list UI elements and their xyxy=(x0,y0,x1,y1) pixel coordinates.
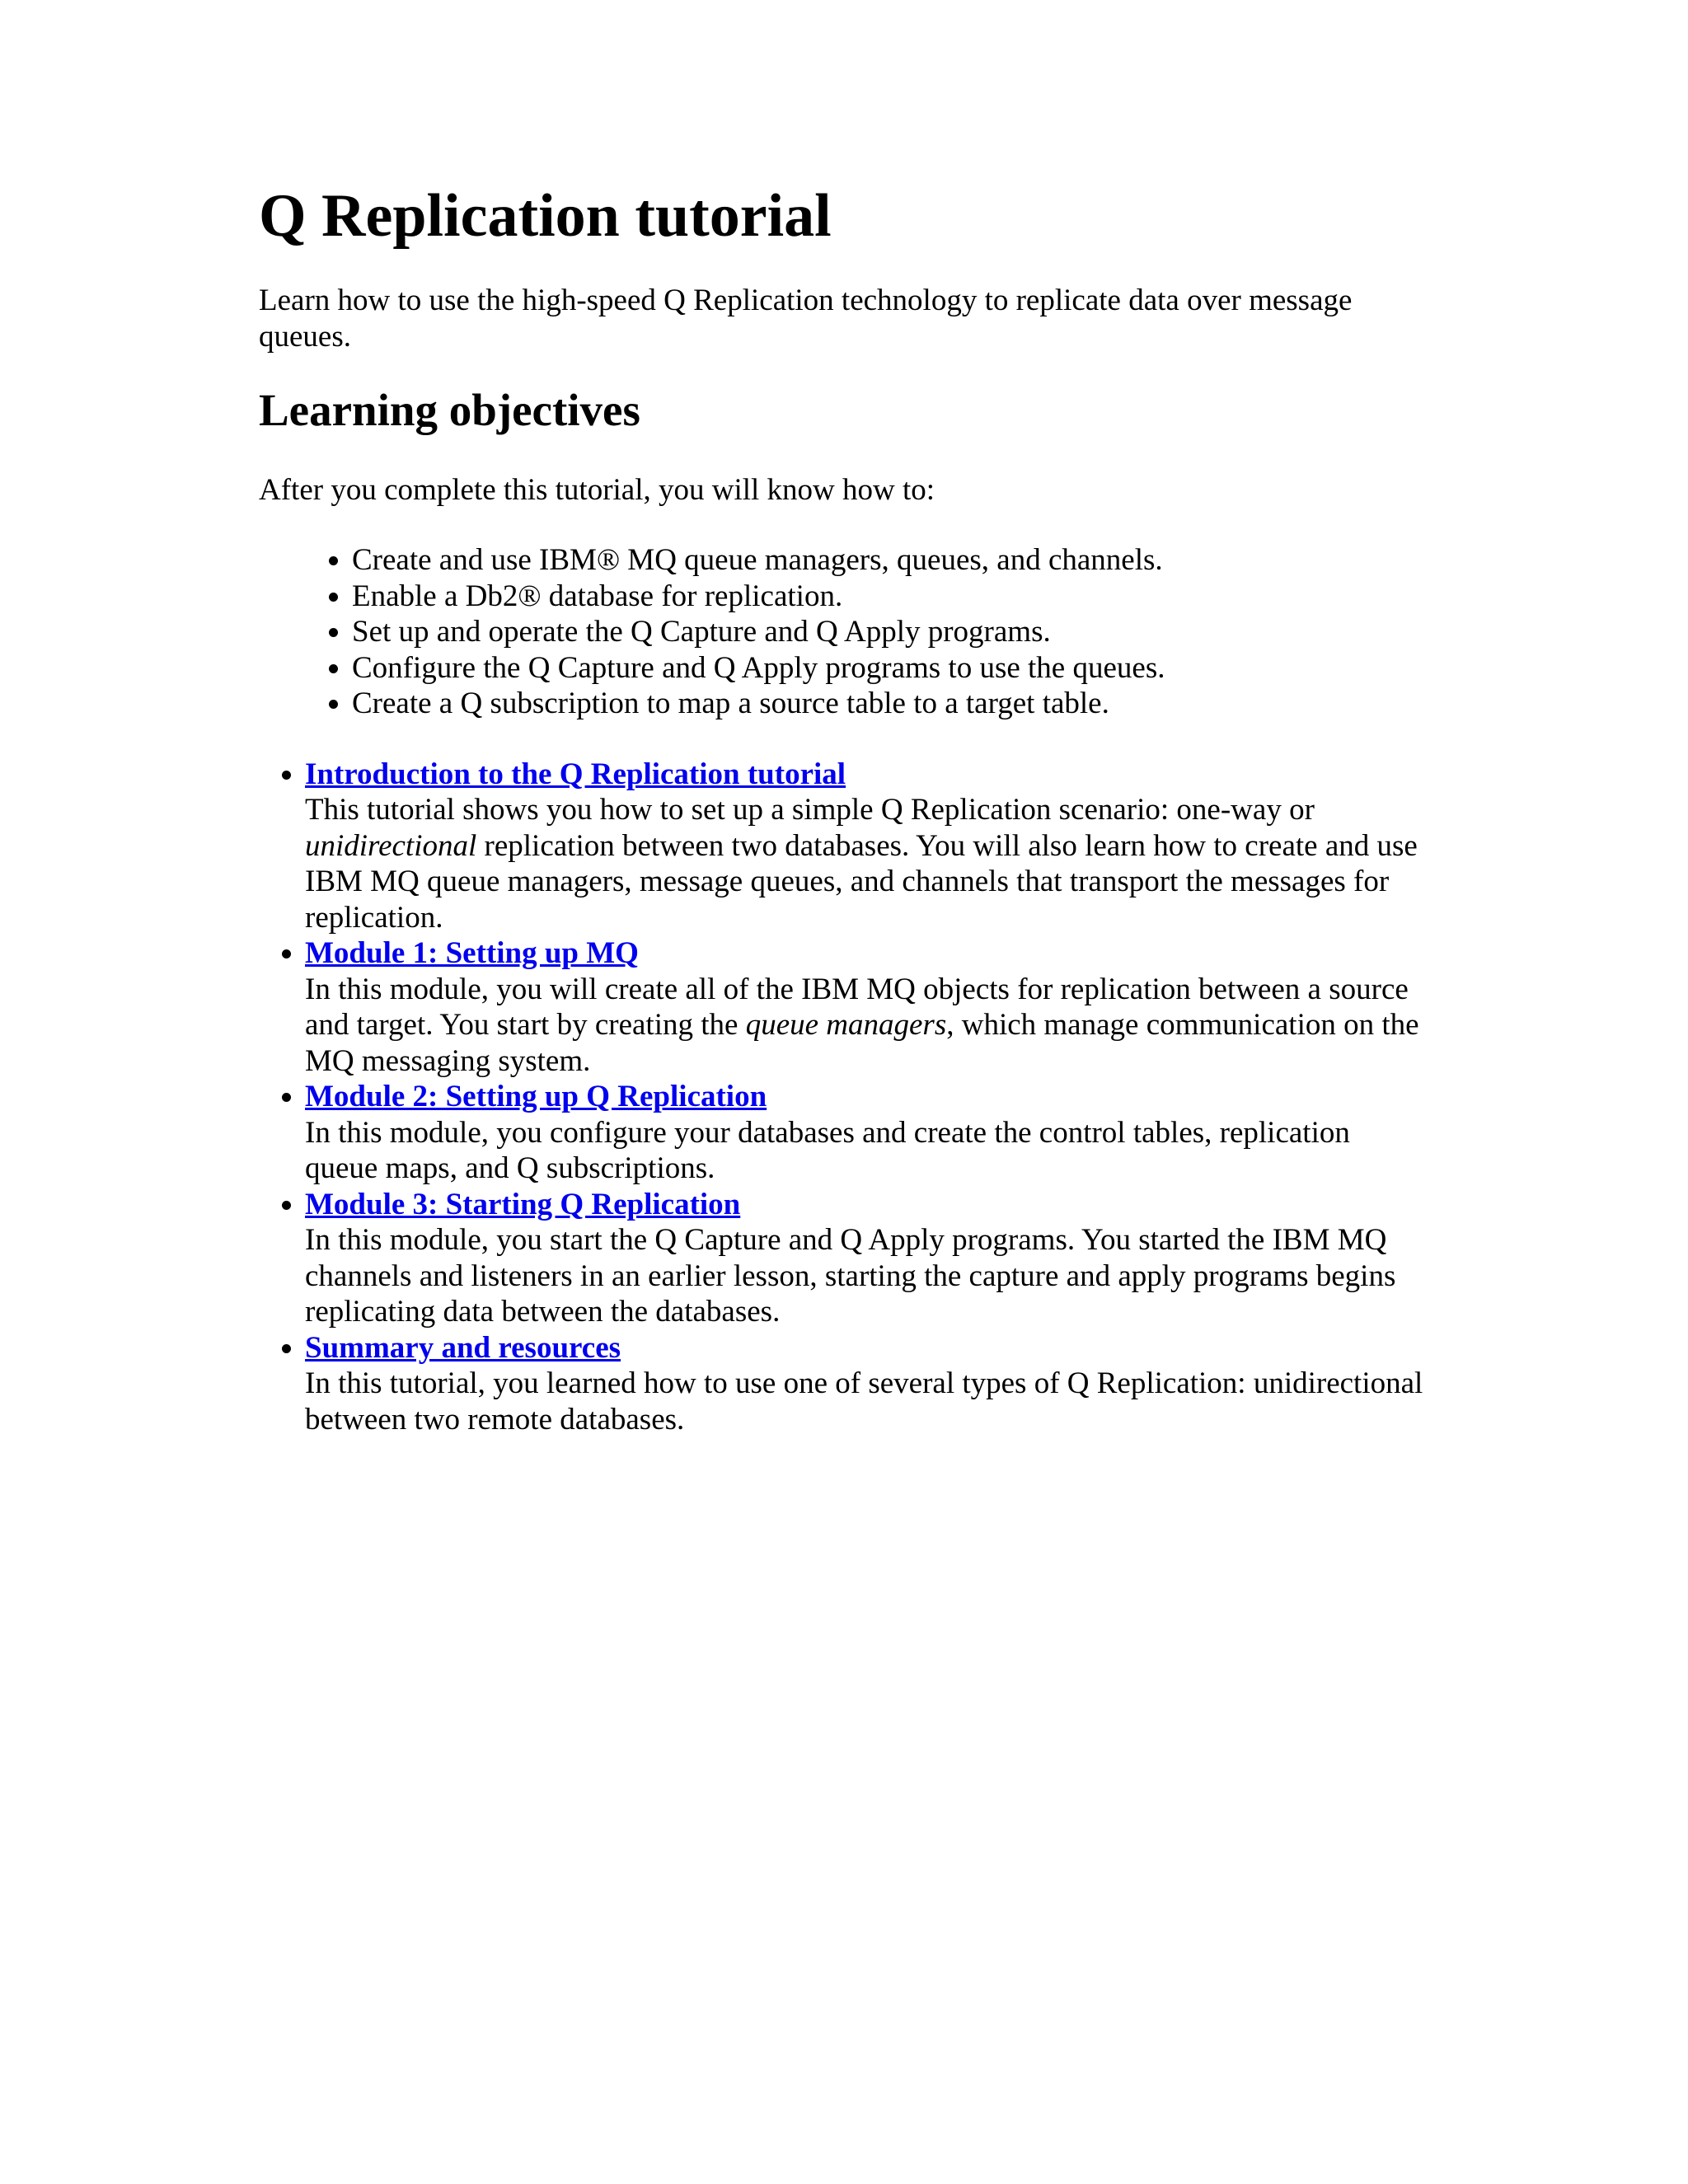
page-title: Q Replication tutorial xyxy=(259,182,832,250)
topic-description-emphasis: queue managers xyxy=(745,1008,947,1043)
topic-link-introduction[interactable]: Introduction to the Q Replication tutorial xyxy=(305,757,846,791)
document-page xyxy=(259,183,1429,1437)
topic-description xyxy=(305,972,1429,1080)
topic-description: In this module, you configure your databases and create the control tables, replication queue maps, and Q subscriptions. xyxy=(305,1115,1350,1186)
topic-description-emphasis: unidirectional xyxy=(305,828,477,863)
objectives-list xyxy=(259,542,1429,722)
objective-item: • Set up and operate the Q Capture and Q Apply programs. xyxy=(352,614,1429,650)
topic-link-summary[interactable]: Summary and resources xyxy=(305,1330,621,1365)
objectives-heading: Learning objectives xyxy=(259,385,640,436)
objective-item: • Create a Q subscription to map a source table to a target table. xyxy=(352,686,1429,722)
topics-list xyxy=(259,757,1429,1438)
topic-description xyxy=(305,792,1429,935)
objective-item: • Configure the Q Capture and Q Apply programs to use the queues. xyxy=(352,650,1429,687)
topic-link-module-1[interactable]: Module 1: Setting up MQ xyxy=(305,936,639,971)
topic-item xyxy=(305,935,1429,1079)
topic-description: In this tutorial, you learned how to use one of several types of Q Replication: unidirectional between two remote databases. xyxy=(305,1366,1423,1436)
objective-item: • Create and use IBM® MQ queue managers, queues, and channels. xyxy=(352,542,1429,579)
topic-description: In this module, you start the Q Capture and Q Apply programs. You started the IBM MQ channels and listeners in an earlier lesson, starting the capture and apply programs begins replicating data between the databases. xyxy=(305,1223,1396,1329)
intro-paragraph: Learn how to use the high-speed Q Replication technology to replicate data over message queues. xyxy=(259,284,1353,354)
topic-description-text: replication between two databases. You will also learn how to create and use IBM MQ queue managers, message queues, and channels that transport the messages for replication. xyxy=(305,828,1418,935)
topic-link-module-2[interactable]: Module 2: Setting up Q Replication xyxy=(305,1080,767,1114)
topic-item xyxy=(305,757,1429,936)
objective-item: • Enable a Db2® database for replication. xyxy=(352,579,1429,615)
topic-description-text: , which manage communication on the MQ messaging system. xyxy=(305,1008,1419,1078)
topic-item xyxy=(305,1330,1429,1438)
objectives-lead: After you complete this tutorial, you will know how to: xyxy=(259,472,935,507)
topic-item xyxy=(305,1187,1429,1330)
topic-link-module-3[interactable]: Module 3: Starting Q Replication xyxy=(305,1187,741,1221)
topic-item xyxy=(305,1079,1429,1187)
topic-description-text: In this module, you will create all of the IBM MQ objects for replication between a source and target. You start by creating the xyxy=(305,972,1409,1043)
topic-description-text: This tutorial shows you how to set up a simple Q Replication scenario: one-way or xyxy=(305,793,1315,827)
